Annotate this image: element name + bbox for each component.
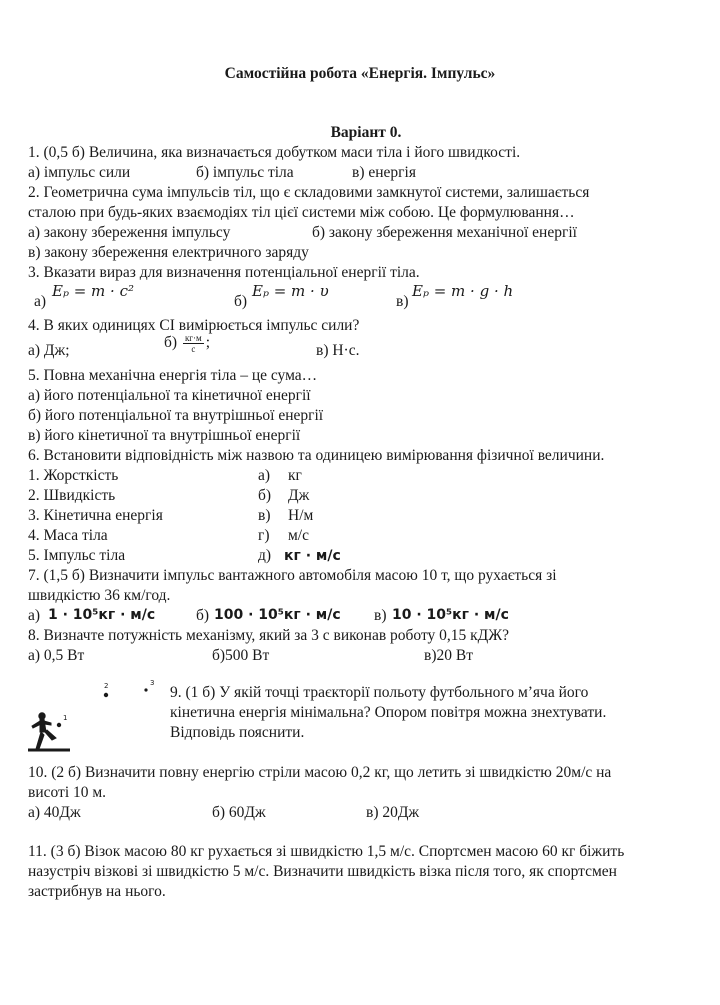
question-10-option-a: а) 40Дж [28,804,81,821]
q6-right-label: д) [258,547,272,564]
question-11-text-line1: 11. (3 б) Візок масою 80 кг рухається зі швидкістю 1,5 м/с. Спортсмен масою 60 кг біжить [28,843,625,860]
question-7-option-c-formula: 10 · 10⁵кг · м/с [392,607,509,623]
football-player-icon [32,713,56,749]
question-9-text-line3: Відповідь пояснити. [170,724,305,741]
question-3-option-a-formula: Eₚ = m · c² [52,282,134,300]
point-label-3: 3 [150,679,155,687]
question-2-text-line2: сталою при будь-яких взаємодіях тіл цієї системи між собою. Це формулювання… [28,204,575,221]
ball-point-3 [144,688,147,691]
question-2-text-line1: 2. Геометрична сума імпульсів тіл, що є складовими замкнутої системи, залишається [28,184,590,201]
question-6-text: 6. Встановити відповідність між назвою та одиницею вимірювання фізичної величини. [28,447,605,464]
football-trajectory-figure [26,678,166,758]
question-2-option-b: б) закону збереження механічної енергії [312,224,577,241]
question-3-option-b-formula: Eₚ = m · υ [252,282,329,300]
question-8-option-a: а) 0,5 Вт [28,647,85,664]
q6-right-label: в) [258,507,271,524]
question-7-text-line1: 7. (1,5 б) Визначити імпульс вантажного автомобіля масою 10 т, що рухається зі [28,567,557,584]
question-4-text: 4. В яких одиницях СІ вимірюється імпульс сили? [28,317,360,334]
point-label-2: 2 [104,682,109,690]
question-2-option-a: а) закону збереження імпульсу [28,224,231,241]
question-4-option-b [164,333,210,354]
question-3-option-c-formula: Eₚ = m · g · h [412,282,514,300]
question-7-option-a-label: а) [28,607,41,624]
q6-right-unit: м/с [288,527,309,544]
question-7-option-b-formula: 100 · 10⁵кг · м/с [214,607,341,623]
fraction-numerator: кг·м [184,333,202,343]
question-9-text-line2: кінетична енергія мінімальна? Опором повітря можна знехтувати. [170,704,607,721]
question-9-text-line1: 9. (1 б) У якій точці траєкторії польоту футбольного м’яча його [170,684,589,701]
ball-start-point [57,723,61,727]
q6-right-label: б) [258,487,272,504]
question-3-option-c-label: в) [396,293,409,310]
question-4-option-b-suffix: ; [205,334,211,352]
question-3-option-b-label: б) [234,293,248,310]
question-3-option-a-label: а) [34,293,47,310]
question-2-option-c: в) закону збереження електричного заряду [28,244,309,261]
q6-right-label: г) [258,527,270,544]
q6-right-unit: Дж [288,487,310,504]
question-4-option-a: а) Дж; [28,342,70,359]
question-10-text-line1: 10. (2 б) Визначити повну енергію стріли масою 0,2 кг, що летить зі швидкістю 20м/с на [28,764,612,781]
question-8-option-b: б)500 Вт [212,647,270,664]
q6-right-unit: Н/м [288,507,314,524]
q6-right-label: а) [258,467,271,484]
question-10-text-line2: висоті 10 м. [28,784,107,801]
question-5-option-a: а) його потенціальної та кінетичної енергії [28,387,311,404]
variant-heading: Варіант 0. [330,124,402,141]
question-5-option-b: б) його потенціальної та внутрішньої енергії [28,407,324,424]
question-7-option-a-formula: 1 · 10⁵кг · м/с [48,607,156,623]
question-5-text: 5. Повна механічна енергія тіла – це сума… [28,367,318,384]
question-4-option-b-fraction [183,333,204,354]
question-8-option-c: в)20 Вт [424,647,473,664]
page-title: Самостійна робота «Енергія. Імпульс» [224,65,496,82]
q6-left-item: 5. Імпульс тіла [28,547,126,564]
ball-point-2 [104,693,108,697]
question-11-text-line2: назустріч візкові зі швидкістю 5 м/с. Визначити швидкість візка після того, як спортсмен [28,863,617,880]
question-10-option-c: в) 20Дж [366,804,420,821]
question-7-text-line2: швидкістю 36 км/год. [28,587,171,604]
question-10-option-b: б) 60Дж [212,804,266,821]
question-1-text: 1. (0,5 б) Величина, яка визначається добутком маси тіла і його швидкості. [28,144,521,161]
question-1-option-a: а) імпульс сили [28,164,131,181]
q6-left-item: 1. Жорсткість [28,467,119,484]
q6-left-item: 4. Маса тіла [28,527,108,544]
point-label-1: 1 [63,714,68,722]
question-5-option-c: в) його кінетичної та внутрішньої енергії [28,427,301,444]
question-4-option-c: в) Н·с. [316,342,360,359]
q6-left-item: 2. Швидкість [28,487,116,504]
question-11-text-line3: застрибнув на нього. [28,883,166,900]
fraction-denominator: с [191,344,196,354]
q6-left-item: 3. Кінетична енергія [28,507,163,524]
question-1-option-b: б) імпульс тіла [196,164,294,181]
question-7-option-b-label: б) [196,607,210,624]
question-7-option-c-label: в) [374,607,387,624]
question-8-text: 8. Визначте потужність механізму, який за 3 с виконав роботу 0,15 кДЖ? [28,627,510,644]
q6-right-unit: кг · м/с [284,548,341,564]
question-4-option-b-label: б) [164,334,178,352]
question-3-text: 3. Вказати вираз для визначення потенціальної енергії тіла. [28,264,420,281]
question-1-option-c: в) енергія [352,164,416,181]
q6-right-unit: кг [288,467,302,484]
